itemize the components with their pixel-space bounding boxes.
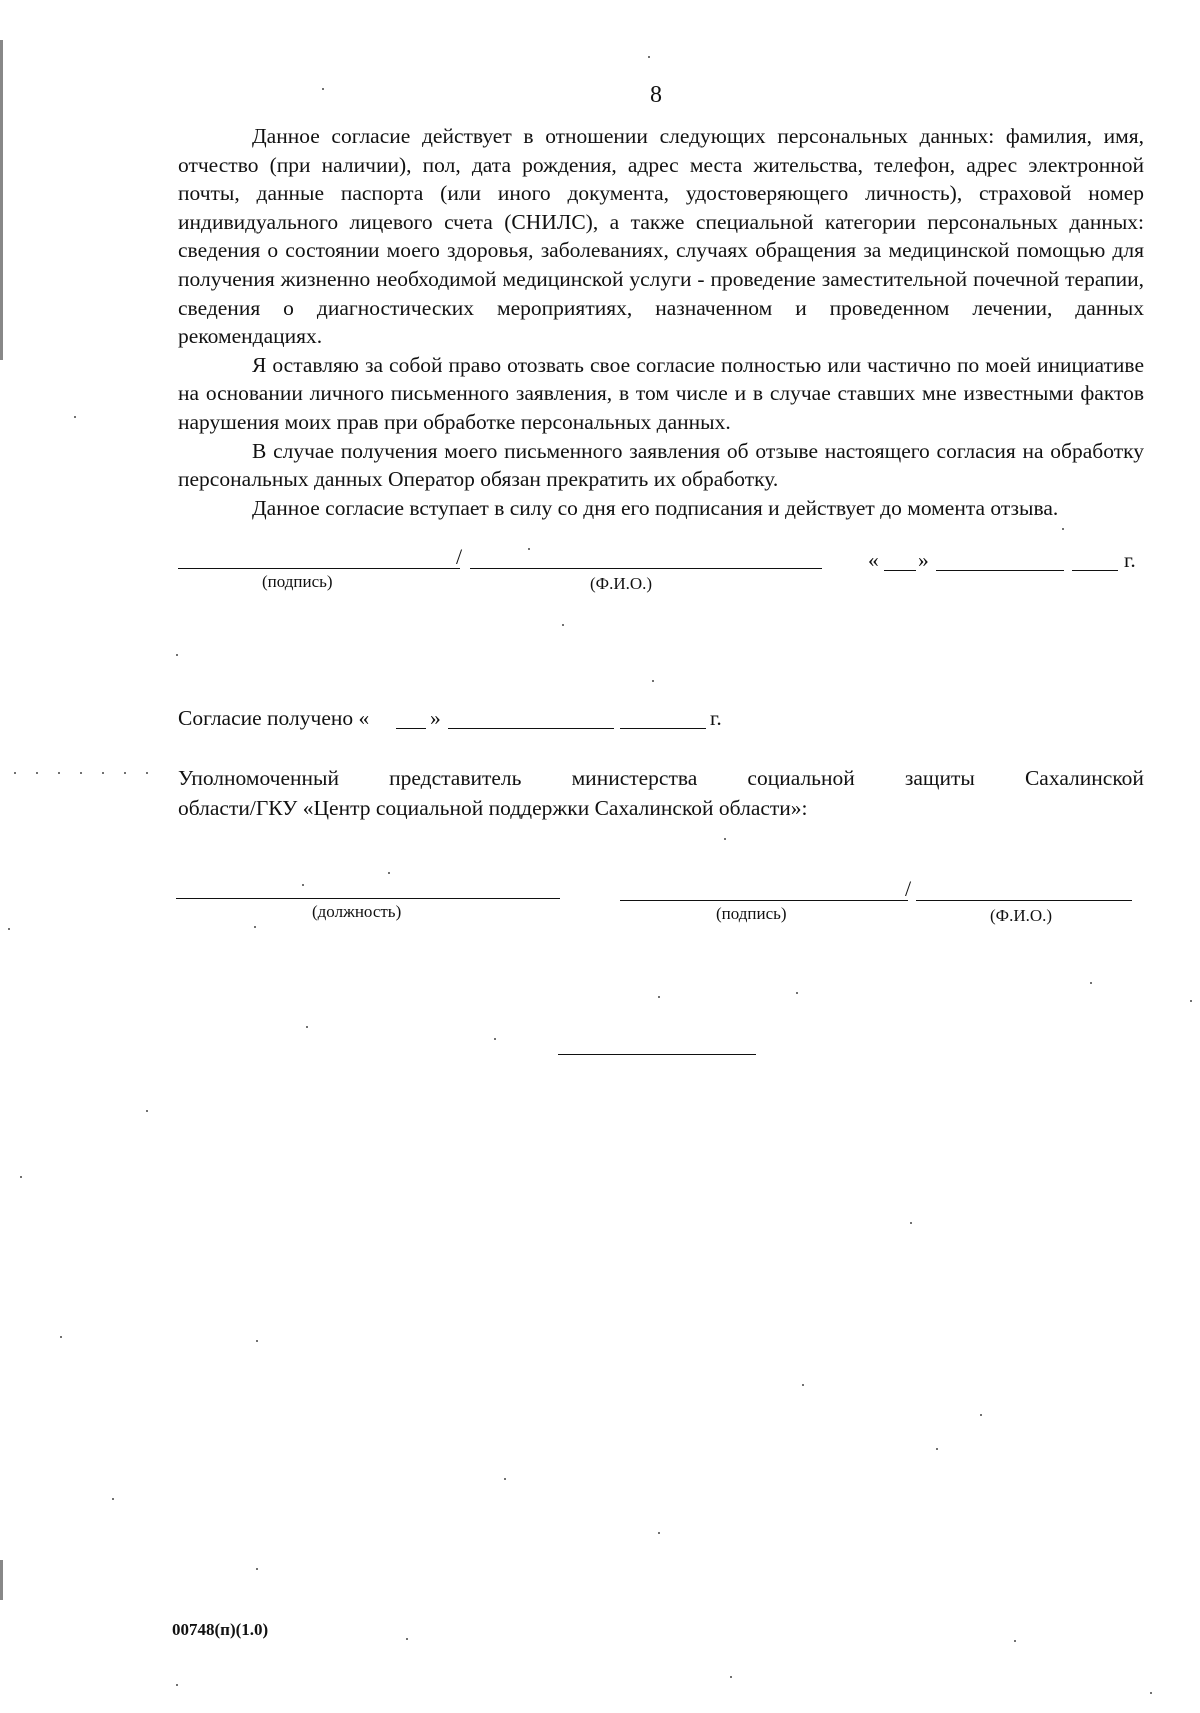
scan-speck	[124, 772, 126, 774]
scan-speck	[14, 772, 16, 774]
scan-speck	[176, 654, 178, 656]
paragraph-effective-date: Данное согласие вступает в силу со дня его подписания и действует до момента отзыва.	[252, 495, 1059, 520]
consent-year-suffix: г.	[710, 706, 722, 730]
caption-full-name: (Ф.И.О.)	[590, 574, 653, 593]
date-year-line[interactable]	[1072, 570, 1118, 571]
scan-speck	[910, 1222, 912, 1224]
page-number: 8	[650, 82, 662, 108]
scan-speck	[176, 1684, 178, 1686]
scan-speck	[1014, 1640, 1016, 1642]
scan-speck	[306, 1026, 308, 1028]
scan-speck	[528, 548, 530, 550]
consent-received-label: Согласие получено «	[178, 706, 370, 730]
rep-word: министерства	[571, 766, 698, 790]
date-day-line[interactable]	[884, 570, 916, 571]
paragraph-withdrawal-processing: В случае получения моего письменного заявления об отзыве настоящего согласия на обработку персональных данных Оператор обязан прекратить их обработку.	[178, 438, 1144, 492]
caption-signature: (подпись)	[262, 572, 333, 591]
signature-slash: /	[456, 544, 463, 569]
scan-speck	[1190, 1000, 1192, 1002]
rep-full-name-line[interactable]	[916, 900, 1132, 901]
consent-month-line[interactable]	[448, 728, 614, 729]
scan-speck	[8, 928, 10, 930]
scan-speck	[74, 416, 76, 418]
caption-rep-signature: (подпись)	[716, 904, 787, 923]
rep-word: Сахалинской	[1024, 766, 1144, 790]
scan-speck	[1150, 1692, 1152, 1694]
rep-signature-slash: /	[905, 876, 912, 901]
document-code: 00748(п)(1.0)	[172, 1620, 269, 1639]
closing-separator	[558, 1054, 756, 1055]
scan-speck	[302, 884, 304, 886]
full-name-line[interactable]	[470, 568, 822, 569]
scan-speck	[406, 1638, 408, 1640]
scan-speck	[388, 872, 390, 874]
scan-speck	[504, 1478, 506, 1480]
scan-speck	[1062, 528, 1064, 530]
scan-speck	[796, 992, 798, 994]
consent-body	[178, 122, 1144, 522]
scan-speck	[36, 772, 38, 774]
scan-speck	[58, 772, 60, 774]
rep-word: Уполномоченный	[178, 766, 339, 790]
date-close-quote: »	[918, 548, 929, 572]
scan-speck	[254, 926, 256, 928]
consent-day-line[interactable]	[396, 728, 426, 729]
scan-speck	[146, 1110, 148, 1112]
scan-speck	[102, 772, 104, 774]
consent-year-line[interactable]	[620, 728, 706, 729]
scan-speck	[1090, 982, 1092, 984]
date-month-line[interactable]	[936, 570, 1064, 571]
scan-speck	[652, 680, 654, 682]
position-line[interactable]	[176, 898, 560, 899]
representative-text	[178, 763, 1144, 823]
representative-line-2: области/ГКУ «Центр социальной поддержки Сахалинской области»:	[178, 796, 808, 820]
scan-speck	[80, 772, 82, 774]
consent-close-quote: »	[430, 706, 441, 730]
scan-edge-mark	[0, 1560, 3, 1600]
rep-word: представитель	[389, 766, 522, 790]
caption-rep-full-name: (Ф.И.О.)	[990, 906, 1053, 925]
scan-speck	[658, 1532, 660, 1534]
scan-edge-mark	[0, 40, 3, 360]
scan-speck	[936, 1448, 938, 1450]
scan-speck	[658, 996, 660, 998]
scan-speck	[60, 1336, 62, 1338]
scan-speck	[20, 1176, 22, 1178]
scan-speck	[648, 56, 650, 58]
signature-line[interactable]	[178, 568, 460, 569]
scan-speck	[562, 624, 564, 626]
scan-speck	[802, 1384, 804, 1386]
scan-speck	[256, 1568, 258, 1570]
date-year-suffix: г.	[1124, 548, 1136, 572]
representative-line-1	[178, 763, 1144, 793]
paragraph-data-scope: Данное согласие действует в отношении следующих персональных данных: фамилия, имя, отчество (при наличии), пол, дата рождения, адрес места жительства, телефон, адрес электронной почты, данные паспорта (или иного документа, удостоверяющего личность), страховой номер индивидуального лицевого счета (СНИЛС), а также специальной категории персональных данных: сведения о состоянии моего здоровья, заболеваниях, случаях обращения за медицинской помощью для получения жизненно необходимой медицинской услуги - проведение заместительной почечной терапии, сведения о диагностических мероприятиях, назначенном и проведенном лечении, данных рекомендациях.	[178, 124, 1144, 349]
rep-signature-line[interactable]	[620, 900, 908, 901]
scan-speck	[724, 838, 726, 840]
scan-speck	[730, 1676, 732, 1678]
caption-position: (должность)	[312, 902, 402, 921]
scan-speck	[112, 1498, 114, 1500]
scan-speck	[980, 1414, 982, 1416]
rep-word: защиты	[904, 766, 975, 790]
paragraph-withdrawal-right: Я оставляю за собой право отозвать свое согласие полностью или частично по моей инициативе на основании личного письменного заявления, в том числе и в случае ставших мне известными фактов нарушения моих прав при обработке персональных данных.	[178, 352, 1144, 434]
date-open-quote: «	[868, 548, 879, 572]
rep-word: социальной	[747, 766, 855, 790]
scan-speck	[146, 772, 148, 774]
scan-speck	[322, 88, 324, 90]
scan-speck	[494, 1038, 496, 1040]
scan-speck	[256, 1340, 258, 1342]
